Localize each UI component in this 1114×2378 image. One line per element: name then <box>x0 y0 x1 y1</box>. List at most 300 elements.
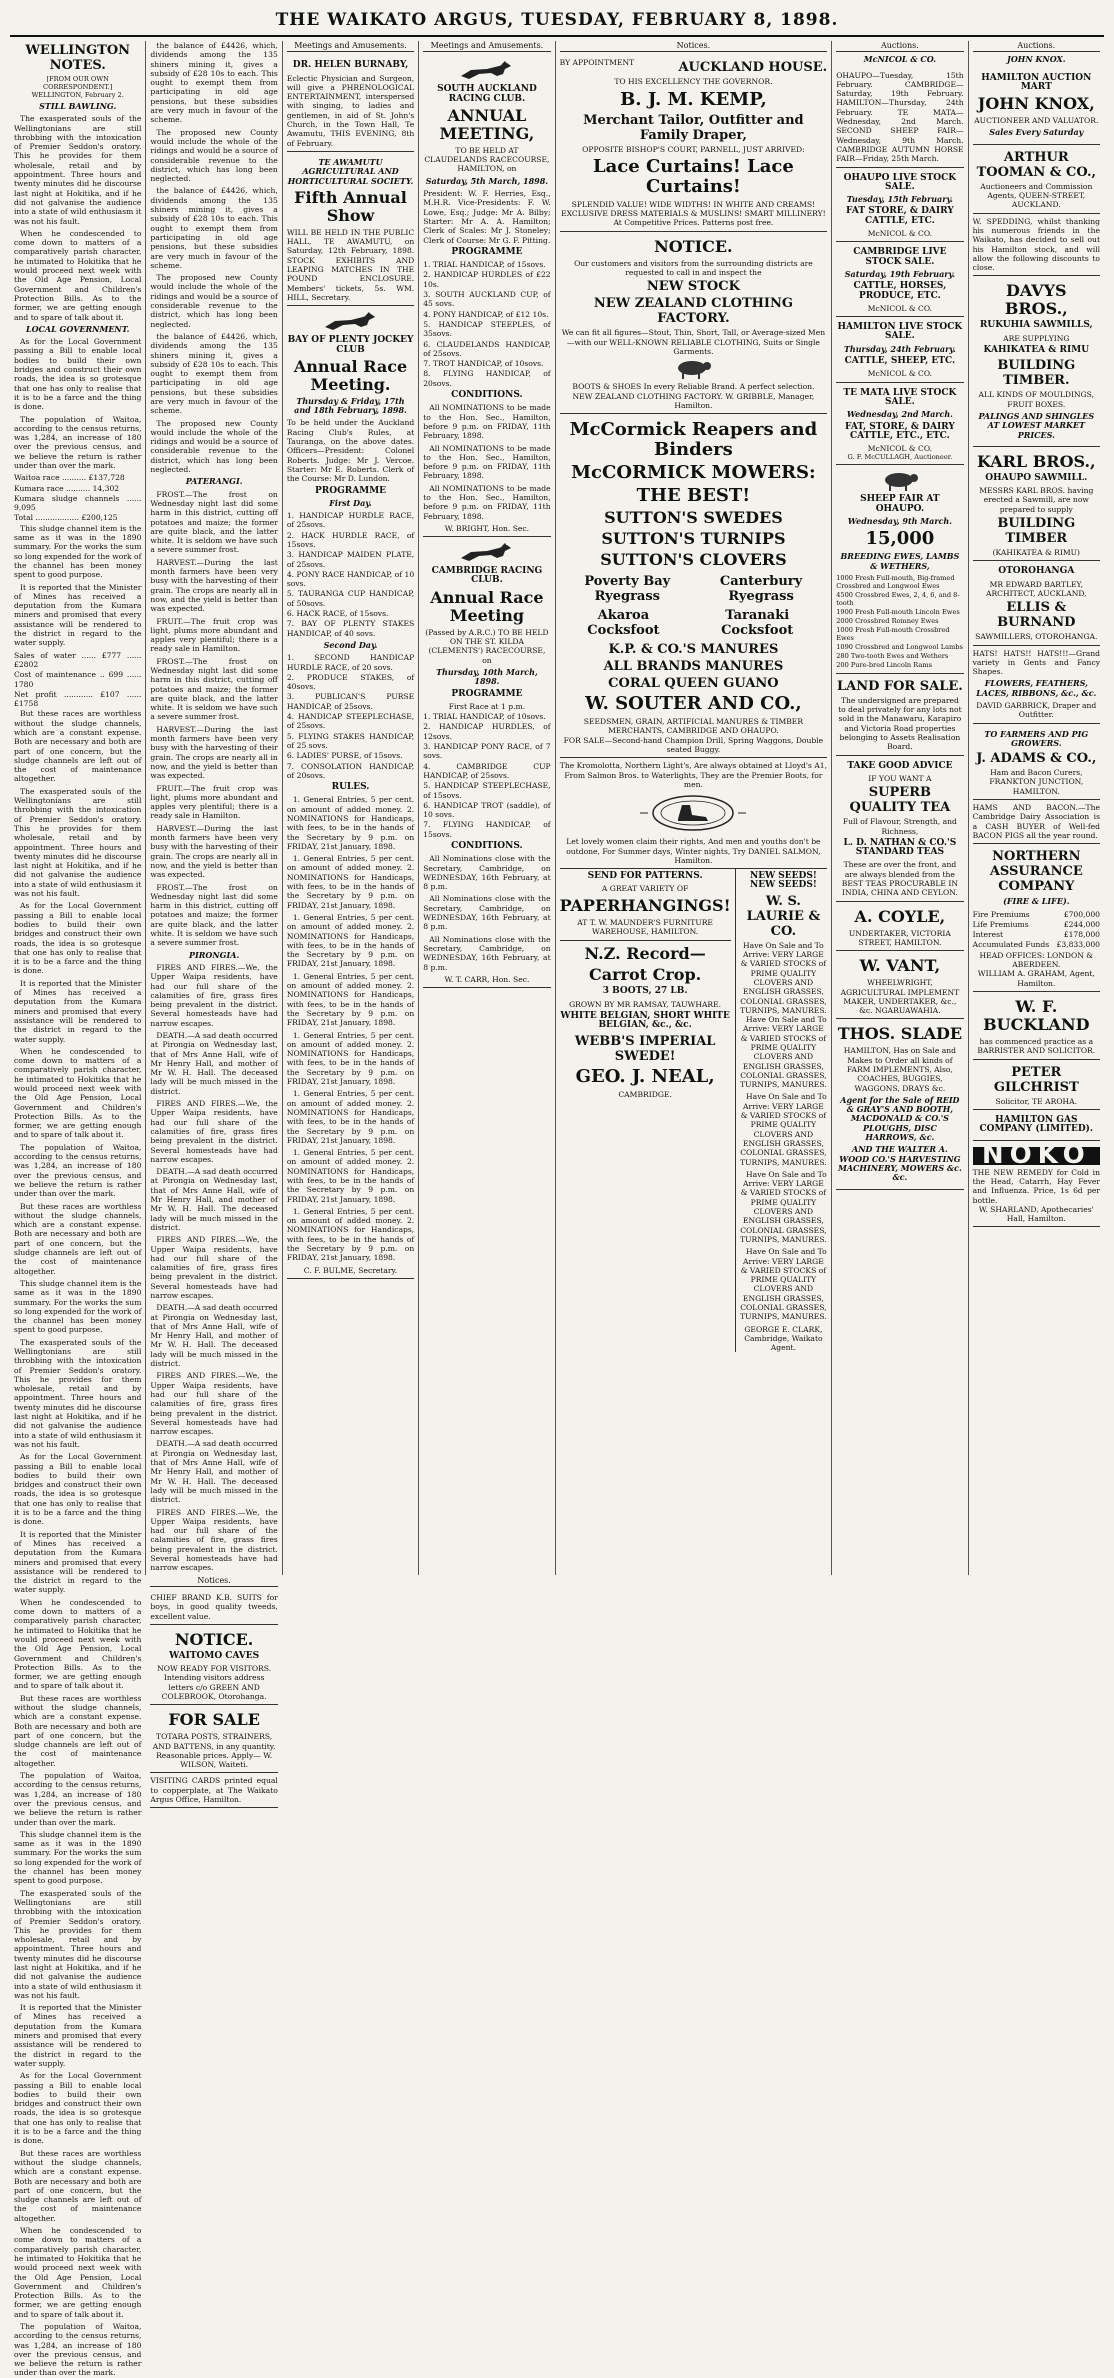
ad-grown-by: GROWN BY MR RAMSAY, TAUWHARE. <box>569 999 722 1009</box>
list-item: 7. TROT HANDICAP, of 10sovs. <box>423 359 544 369</box>
fund-label: Fire Premiums <box>972 909 1030 919</box>
masthead: THE WAIKATO ARGUS, TUESDAY, FEBRUARY 8, 1898. <box>10 10 1104 37</box>
paragraph: Have On Sale and To Arrive: VERY LARGE & VARIED STOCKS of PRIME QUALITY CLOVERS AND ENGLISH GRASSES, COLONIAL GRASSES, TURNIPS, MANURES. <box>740 1015 827 1090</box>
ad-sale: FOR SALE—Second-hand Champion Drill, Spring Waggons, Double seated Buggy. <box>563 735 824 755</box>
paragraph: DEATH.—A sad death occurred at Pirongia on Wednesday last, that of Mrs Anne Hall, wife of Mr Henry Hall, and mother of Mr W. H. Hall. The deceased lady will be much missed in the district. <box>150 1303 278 1369</box>
coyle-trade: UNDERTAKER, VICTORIA STREET, HAMILTON. <box>848 928 951 947</box>
section-header: Meetings and Amusements. <box>423 41 550 52</box>
fair-count: 15,000 <box>865 528 935 550</box>
ad-title: FOR SALE <box>168 1710 260 1730</box>
auction-firm: JOHN KNOX. <box>1007 54 1066 65</box>
list-item: 3. SOUTH AUCKLAND CUP, of 45 sovs. <box>423 290 551 309</box>
sale-body: FAT, STORE, & DAIRY CATTLE, ETC., ETC. <box>844 421 955 441</box>
ad-turnips: SUTTON'S TURNIPS <box>601 529 786 549</box>
adams-body: Ham and Bacon Curers, FRANKTON JUNCTION, HAMILTON. <box>989 768 1084 796</box>
assurance-type: (FIRE & LIFE). <box>1003 896 1070 907</box>
list-item: 1. SECOND HANDICAP HURDLE RACE, of 20 sovs. <box>286 653 415 672</box>
list-item: 3. HANDICAP MAIDEN PLATE, of 25sovs. <box>286 550 415 569</box>
ad-body: Have On Sale and To Arrive: VERY LARGE & VARIED STOCKS of PRIME QUALITY CLOVERS AND ENGLISH GRASSES, COLONIAL GRASSES, TURNIPS, MANURES. <box>740 940 827 1015</box>
bartley-ad <box>973 561 1100 645</box>
auction-sale <box>836 168 963 243</box>
ad-header-row <box>560 58 828 77</box>
ad-signature: GEORGE E. CLARK, Cambridge, Waikato Agent. <box>744 1324 823 1353</box>
ad-body: President: W. F. Herries, Esq., M.H.R. Vice-Presidents: F. W. Lowe, Esq.; Judge: Mr A. Bilby; Starter: Mr A. A. Hamilton; Clerk of Scales: Mr J. Stoneley; Clerk of Course: Mr G. F. Pitting. <box>423 189 551 245</box>
davys-ad <box>973 276 1100 446</box>
advertisement <box>150 1705 277 1773</box>
slade-reid: Agent for the Sale of REID & GRAY'S AND BOOTH, MACDONALD & CO.'S PLOUGHS, DISC HARROWS, &c. <box>840 1094 960 1143</box>
section-heading: PIRONGIA. <box>188 949 240 960</box>
knox-name: JOHN KNOX, <box>977 94 1095 114</box>
hams-ad: HAMS AND BACON.—The Cambridge Dairy Association is a CASH BUYER of Well-fed BACON PIGS all the year round. <box>973 800 1100 844</box>
paragraph: 1. General Entries, 5 per cent. on amount of added money. 2. NOMINATIONS for Handicaps, with fees, to be in the hands of the Secretary by 9 p.m. on FRIDAY, 21st January, 1898. <box>286 854 415 910</box>
fund-label: Accumulated Funds <box>972 940 1050 950</box>
auctioneer: McNICOL & CO. <box>867 229 933 239</box>
paragraph: All NOMINATIONS to be made to the Hon. Sec., Hamilton, before 9 p.m. on FRIDAY, 11th February, 1898. <box>423 443 551 481</box>
paragraph: DEATH.—A sad death occurred at Pirongia on Wednesday last, that of Mrs Anne Hall, wife of Mr Henry Hall, and mother of Mr W. H. Hall. The deceased lady will be much missed in the district. <box>150 1439 278 1505</box>
race-list <box>423 712 550 839</box>
list-item: 6. LADIES' PURSE, of 15sovs. <box>286 751 403 761</box>
ad-manures: K.P. & CO.'S MANURES <box>608 642 779 658</box>
sale-date: Tuesday, 15th February. <box>846 194 953 205</box>
ad-house-name: AUCKLAND HOUSE. <box>678 60 828 76</box>
ad-laurie: W. S. LAURIE & CO. <box>746 893 821 939</box>
karl-types: (KAHIKATEA & RIMU) <box>992 548 1080 558</box>
ad-lace-headline: Lace Curtains! Lace Curtains! <box>592 155 794 197</box>
table-row <box>973 940 1100 949</box>
figures-table <box>14 651 141 709</box>
ad-merchant-name: B. J. M. KEMP, <box>620 88 767 110</box>
auctioneer: McNICOL & CO. <box>867 303 933 313</box>
table-row: Cost of maintenance .. 699 ...... 1780 <box>14 670 142 689</box>
list-item: 5. HANDICAP STEEPLECHASE, of 15sovs. <box>423 781 551 800</box>
knox-ad <box>973 68 1100 145</box>
ad-governor: TO HIS EXCELLENCY THE GOVERNOR. <box>614 77 773 87</box>
ad-title: ANNUAL MEETING, <box>439 105 535 143</box>
sale-date: Thursday, 24th February. <box>843 343 956 354</box>
advertisement-maunder <box>560 869 736 1352</box>
bartley-town: OTOROHANGA <box>998 566 1075 577</box>
noko-logo: NOKO <box>973 1147 1100 1164</box>
knox-trade: AUCTIONEER AND VALUATOR. <box>974 116 1099 126</box>
ad-subtitle: TE AWAMUTU AGRICULTURAL AND HORTICULTURAL SOCIETY. <box>287 156 414 186</box>
list-item: 2. HACK HURDLE RACE, of 15sovs. <box>286 530 415 549</box>
assurance-offices: HEAD OFFICES: LONDON & ABERDEEN. <box>979 950 1094 970</box>
list-item: 4. CAMBRIDGE CUP HANDICAP, of 25sovs. <box>423 761 551 780</box>
ad-new-seeds: NEW SEEDS! NEW SEEDS! <box>749 871 817 891</box>
fund-value: £700,000 <box>1063 909 1100 919</box>
paragraph: When he condescended to come down to matters of a comparatively parish character, he intimated to Hokitika that he would proceed next week with the Old Age Pension, Local Government and Children's Protection Bills. As to the former, we are getting enough and to spare of talk about it. <box>14 1046 142 1140</box>
divider <box>560 940 731 941</box>
ad-signature: NEW ZEALAND CLOTHING FACTORY. W. GRIBBLE, Manager, Hamilton. <box>572 391 815 410</box>
sale-body: CATTLE, SHEEP, ETC. <box>844 356 956 367</box>
fair-list <box>836 574 963 669</box>
list-item: 6. HACK RACE, of 15sovs. <box>286 609 389 619</box>
race-list <box>287 511 414 638</box>
list-item: 5. TAURANGA CUP HANDICAP, of 50sovs. <box>286 589 415 608</box>
assurance-name: NORTHERN ASSURANCE COMPANY <box>989 849 1083 895</box>
sheep-fair <box>836 465 963 673</box>
paragraph: FIRES AND FIRES.—We, the Upper Waipa residents, have had our full share of the calamities of fire, grass fires being prevalent in the district. Several homesteads have had narrow escapes. <box>150 1507 278 1573</box>
advertisement-nz-clothing <box>560 232 828 414</box>
tea-flavour: Full of Flavour, Strength, and Richness, <box>842 817 957 836</box>
list-item: 1. HANDICAP HURDLE RACE, of 25sovs. <box>286 511 415 530</box>
karl-mill: OHAUPO SAWMILL. <box>985 472 1088 483</box>
paragraph: It is reported that the Minister of Mines has received a deputation from the Kumara miners and promised that every assistance will be rendered to the district in regard to the water supply. <box>14 2003 142 2068</box>
ad-body: SPLENDID VALUE! WIDE WIDTHS! IN WHITE AND CREAMS! EXCLUSIVE DRESS MATERIALS & MUSLINS! SMART MILLINERY! At Competitive Prices. Patterns post free. <box>561 199 826 228</box>
sale-date: Saturday, 19th February. <box>844 268 955 279</box>
paragraph: As for the Local Government passing a Bill to enable local bodies to build their own bridges and construct their own roads, the idea is so grotesque that one has only to realise that it is to be a farce and the thing is done. <box>14 337 142 412</box>
ad-neal: GEO. J. NEAL, <box>575 1065 715 1087</box>
advertisement <box>287 55 414 152</box>
paragraph: All Nominations close with the Secretary, Cambridge, on WEDNESDAY, 16th February, at 8 p.m. <box>423 934 551 972</box>
ad-body: Our customers and visitors from the surrounding districts are requested to call in and inspect the <box>574 258 813 278</box>
hats-ad <box>973 646 1100 724</box>
ad-body: The Kromolotta, Northern Light's, Are always obtained at Lloyd's A1, From Salmon Bros. to Waterlights, They are the Premier Boots, for men. <box>559 761 828 789</box>
buckland-name: W. F. BUCKLAND <box>983 996 1090 1034</box>
ad-guano: CORAL QUEEN GUANO <box>608 676 779 692</box>
paragraph: The population of Waitoa, according to the census returns, was 1,284, an increase of 180 over the previous census, and we believe the return is rather under than over the mark. <box>14 2321 142 2378</box>
tea-body: These are over the front, and are always blended from the BEST TEAS PROCURABLE IN INDIA, CHINA AND CEYLON. <box>841 860 958 898</box>
paragraph: As for the Local Government passing a Bill to enable local bodies to build their own bridges and construct their own roads, the idea is so grotesque that one has only to realise that it is to be a farce and the thing is done. <box>14 901 142 976</box>
davys-palings: PALINGS AND SHINGLES AT LOWEST MARKET PRICES. <box>978 410 1095 440</box>
ad-title: Annual Race Meeting. <box>293 356 408 394</box>
adams-name: J. ADAMS & CO., <box>976 751 1097 767</box>
vant-ad <box>836 951 963 1019</box>
ad-mccormick-mowers: McCORMICK MOWERS: <box>571 462 816 484</box>
ad-row <box>560 572 828 606</box>
ad-carrot: Carrot Crop. <box>589 965 702 985</box>
ad-clovers: SUTTON'S CLOVERS <box>600 550 787 570</box>
ad-boots-weight: 3 BOOTS, 27 LB. <box>602 986 688 997</box>
list-item: 280 Two-tooth Ewes and Wethers <box>836 651 949 660</box>
ad-club: SOUTH AUCKLAND RACING CLUB. <box>437 84 537 104</box>
list-item: 3. HANDICAP PONY RACE, of 7 sovs. <box>423 742 551 761</box>
paragraph: The proposed new County would include the whole of the ridings and would be a source of considerable revenue to the district, which has long been neglected. <box>150 418 278 475</box>
column-auctions-2 <box>968 41 1104 1575</box>
table-row: Total .................. £200,125 <box>14 513 118 523</box>
list-item: 4. HANDICAP STEEPLECHASE, of 25sovs. <box>286 712 415 731</box>
advertisement-salmon <box>560 758 828 869</box>
ad-club: BAY OF PLENTY JOCKEY CLUB <box>287 335 414 355</box>
paragraph: DEATH.—A sad death occurred at Pirongia on Wednesday last, that of Mrs Anne Hall, wife of Mr Henry Hall, and mother of Mr W. H. Hall. The deceased lady will be much missed in the district. <box>150 1167 278 1232</box>
paragraph: All Nominations close with the Secretary, Cambridge, on WEDNESDAY, 16th February, at 8 p.m. <box>423 894 551 932</box>
article-byline: [FROM OUR OWN CORRESPONDENT.] <box>43 75 113 91</box>
coyle-name: A. COYLE, <box>854 906 946 926</box>
paragraph: 1. General Entries, 5 per cent. on amount of added money. 2. NOMINATIONS for Handicaps, with fees, to be in the hands of the Secretary by 9 p.m. on FRIDAY, 21st January, 1898. <box>286 1206 415 1263</box>
section-heading: PATERANGI. <box>185 476 243 487</box>
list-item: 4. PONY HANDICAP, of £12 10s. <box>423 309 549 319</box>
karl-body: MESSRS KARL BROS. having erected a Sawmill, are now prepared to supply <box>979 486 1094 514</box>
conditions-heading: CONDITIONS. <box>451 390 523 401</box>
paragraph: 1. General Entries, 5 per cent. on amount of added money. 2. NOMINATIONS for Handicaps, with fees, to be in the hands of the Secretary by 9 p.m. on FRIDAY, 21st January, 1898. <box>286 1030 415 1087</box>
table-row: Net profit ............ £107 ...... £1758 <box>14 689 142 709</box>
ad-signature: W. BRIGHT, Hon. Sec. <box>444 523 530 533</box>
sale-title: CAMBRIDGE LIVE STOCK SALE. <box>853 247 947 267</box>
paragraph: But these races are worthless without the sludge channels, which are a constant expense. Both are necessary and both are part of one concern, but the sludge channels are left out of the cost of maintenance altogether. <box>14 1201 142 1276</box>
northern-assurance-ad <box>973 844 1100 992</box>
paragraph: The exasperated souls of the Wellingtonians are still throbbing with the intoxication of Premier Seddon's oratory. This he provides for them wholesale, retail and by appointment. Three hours and twenty minutes did he discourse last night at Hokitika, and if he did not galvanise the audience into a state of wild enthusiasm it was not his fault. <box>14 786 142 899</box>
buckland-ad <box>973 992 1100 1060</box>
paragraph: But these races are worthless without the sludge channels, which are a constant expense. Both are necessary and both are part of one concern, but the sludge channels are left out of the cost of maintenance altogether. <box>14 709 142 784</box>
auction-sale <box>836 242 963 317</box>
programme-heading: PROGRAMME <box>451 688 523 699</box>
coyle-ad <box>836 902 963 952</box>
davys-timber-type: KAHIKATEA & RIMU <box>983 345 1090 356</box>
paragraph: FIRES AND FIRES.—We, the Upper Waipa residents, have had our full share of the calamities of fire, grass fires being prevalent in the district. Several homesteads have had narrow escapes. <box>150 1099 278 1164</box>
ellis-trade: SAWMILLERS, OTOROHANGA. <box>975 632 1098 642</box>
sale-body: FAT STORE, & DAIRY CATTLE, ETC. <box>846 206 954 226</box>
karl-name: KARL BROS., <box>976 451 1096 471</box>
paragraph: The population of Waitoa, according to the census returns, was 1,284, an increase of 180 over the previous census, and we believe the return is rather under than over the mark. <box>14 1142 142 1199</box>
gilchrist-name: PETER GILCHRIST <box>993 1064 1079 1095</box>
figures-table <box>14 473 141 522</box>
davys-supply: ARE SUPPLYING <box>1003 333 1070 343</box>
advertisement <box>423 537 550 988</box>
karl-timber: BUILDING TIMBER <box>997 516 1076 547</box>
column-notices <box>555 41 832 1575</box>
list-item: 7. FLYING HANDICAP, of 15sovs. <box>423 820 551 839</box>
paragraph: The population of Waitoa, according to the census returns, was 1,284, an increase of 180 over the previous census, and we believe the return is rather under than over the mark. <box>14 414 142 470</box>
table-row <box>973 920 1100 929</box>
funds-table <box>973 910 1100 950</box>
ad-merchant-trade: Merchant Tailor, Outfitter and Family Draper, <box>583 112 804 143</box>
list-item: 3. PUBLICAN'S PURSE HANDICAP, of 25sovs. <box>286 692 415 711</box>
day-heading: First Day. <box>329 497 372 508</box>
programme-heading: PROGRAMME <box>315 485 387 496</box>
fair-subtitle: BREEDING EWES, LAMBS & WETHERS, <box>840 551 960 571</box>
ad-body: To be held under the Auckland Racing Club's Rules, at Tauranga, on the above dates. Officers—President: Colonel Roberts. Judge: Mr J. Vercoe. Starter: Mr E. Roberts. Clerk of the Course: Mr D. Lundon. <box>286 418 415 484</box>
paragraph: This sludge channel item is the same as it was in the 1890 summary. For the works the sum so long expended for the work of the channel has been money spent to good purpose. <box>14 523 142 580</box>
advertisement-kemp <box>560 55 828 231</box>
vant-trade: WHEELWRIGHT, AGRICULTURAL IMPLEMENT MAKER, UNDERTAKER, &c., &c. NGARUAWAHIA. <box>840 978 960 1016</box>
columns <box>10 41 1104 2378</box>
auction-dates: OHAUPO—Tuesday, 15th February. CAMBRIDGE—Saturday, 19th February. HAMILTON—Thursday, 24th February. TE MATA—Wednesday, 2nd March. SECOND SHEEP FAIR—Wednesday, 9th March. CAMBRIDGE AUTUMN HORSE FAIR—Friday, 25th March. <box>836 68 963 168</box>
tooman-ad <box>973 145 1100 214</box>
paragraph: The proposed new County would include the whole of the ridings and would be a source of considerable revenue to the district, which has long been neglected. <box>150 127 278 184</box>
bartley-name: MR EDWARD BARTLEY, ARCHITECT, AUCKLAND, <box>985 579 1087 598</box>
race-list <box>423 260 550 388</box>
paragraph: But these races are worthless without the sludge channels, which are a constant expense. Both are necessary and both are part of one concern, but the sludge channels are left out of the cost of maintenance altogether. <box>14 1693 142 1768</box>
list-item: 1090 Crossbred and Longwool Lambs <box>836 642 963 651</box>
ad-cocksfoot: Akaroa Cocksfoot <box>587 608 660 639</box>
gas-name: HAMILTON GAS COMPANY (LIMITED). <box>979 1114 1094 1135</box>
ad-trade: SEEDSMEN, GRAIN, ARTIFICIAL MANURES & TIMBER MERCHANTS, CAMBRIDGE AND OHAUPO. <box>583 717 804 736</box>
ad-address: OPPOSITE BISHOP'S COURT, PARNELL, JUST ARRIVED: <box>582 144 805 154</box>
ad-factory-name: NEW ZEALAND CLOTHING FACTORY. <box>593 296 793 327</box>
programme-heading: PROGRAMME <box>451 246 523 257</box>
table-row <box>973 930 1100 939</box>
paragraph: Have On Sale and To Arrive: VERY LARGE & VARIED STOCKS of PRIME QUALITY CLOVERS AND ENGLISH GRASSES, COLONIAL GRASSES, TURNIPS, MANURES. <box>740 1247 827 1322</box>
paragraph: The exasperated souls of the Wellingtonians are still throbbing with the intoxication of Premier Seddon's oratory. This he provides for them wholesale, retail and by appointment. Three hours and twenty minutes did he discourse last night at Hokitika, and if he did not galvanise the audience into a state of wild enthusiasm it was not his fault. <box>14 1888 142 2000</box>
ad-date: Thursday & Friday, 17th and 18th February, 1898. <box>294 395 407 416</box>
paragraph: The exasperated souls of the Wellingtonians are still throbbing with the intoxication of Premier Seddon's oratory. This he provides for them wholesale, retail and by appointment. Three hours and twenty minutes did he discourse last night at Hokitika, and if he did not galvanise the audience into a state of wild enthusiasm it was not his fault. <box>14 114 142 226</box>
ad-variety: A GREAT VARIETY OF <box>601 884 689 894</box>
ad-manures: ALL BRANDS MANURES <box>603 659 784 675</box>
fund-label: Life Premiums <box>972 919 1029 929</box>
karl-ad <box>973 447 1100 561</box>
paragraph: FROST.—The frost on Wednesday night last did some harm in this district, cutting off potatoes and maize; the former are quite black, and the latter white. It is seldom we have such a severe summer frost. <box>150 882 278 948</box>
noko-ad <box>973 1141 1100 1227</box>
newspaper-page <box>10 10 1104 2378</box>
ad-cocksfoot: Taranaki Cocksfoot <box>721 608 794 639</box>
gas-company-ad <box>973 1110 1100 1142</box>
paragraph: 1. General Entries, 5 per cent. on amount of added money. 2. NOMINATIONS for Handicaps, with fees, to be in the hands of the Secretary by 9 p.m. on FRIDAY, 21st January, 1898. <box>286 912 415 969</box>
list-item: 4500 Crossbred Ewes, 2, 4, 6, and 8-tooth <box>836 590 960 607</box>
davys-timber: BUILDING TIMBER. <box>997 358 1076 389</box>
gilchrist-trade: Solicitor, TE AROHA. <box>995 1096 1078 1106</box>
paragraph: FROST.—The frost on Wednesday night last did some harm in this district, cutting off potatoes and maize; the former are quite black, and the latter white. It is seldom we have such a severe summer frost. <box>150 656 278 722</box>
ad-merchant-name: W. SOUTER AND CO., <box>585 693 802 715</box>
paragraph: The population of Waitoa, according to the census returns, was 1,284, an increase of 180 over the previous census, and we believe the return is rather under than over the mark. <box>14 1771 142 1827</box>
section-header: Meetings and Amusements. <box>287 41 414 52</box>
ad-patterns: SEND FOR PATTERNS. <box>587 871 703 882</box>
sale-title: TE MATA LIVE STOCK SALE. <box>843 387 957 407</box>
flowers: FLOWERS, FEATHERS, LACES, RIBBONS, &c., &c. <box>976 678 1097 698</box>
ad-venue: TO BE HELD AT CLAUDELANDS RACECOURSE, HAMILTON, on <box>424 145 550 174</box>
ad-subtitle: WAITOMO CAVES <box>169 1650 260 1661</box>
ad-title: NOTICE. <box>654 236 733 256</box>
article-dateline: WELLINGTON, February 2. <box>31 91 124 99</box>
paragraph: 1. General Entries, 5 per cent. on amount of added money. 2. NOMINATIONS for Handicaps, with fees, to be in the hands of the Secretary by 9 p.m. on FRIDAY, 21st January, 1898. <box>286 1089 415 1145</box>
davys-name: DAVYS BROS., <box>1004 281 1068 319</box>
paragraph: FIRES AND FIRES.—We, the Upper Waipa residents, have had our full share of the calamities of fire, grass fires being prevalent in the district. Several homesteads have had narrow escapes. <box>150 1235 278 1300</box>
tea-ad <box>836 756 963 902</box>
ad-nz-record: N.Z. Record— <box>584 944 706 964</box>
rules-heading: RULES. <box>331 782 370 793</box>
ad-mccormick-reapers: McCormick Reapers and Binders <box>569 419 818 461</box>
gilchrist-ad <box>973 1060 1100 1110</box>
table-row: Waitoa race .......... £137,728 <box>14 473 125 483</box>
ad-boots: BOOTS & SHOES In every Reliable Brand. A perfect selection. <box>572 382 815 392</box>
ad-title: Fifth Annual Show <box>294 187 407 225</box>
sale-title: HAMILTON LIVE STOCK SALE. <box>837 322 963 342</box>
boot-emblem-icon <box>638 793 748 833</box>
section-header: Notices. <box>150 1576 277 1587</box>
paragraph: It is reported that the Minister of Mines has received a deputation from the Kumara miners and promised that every assistance will be rendered to the district in regard to the water supply. <box>14 1529 142 1595</box>
advertisement <box>423 55 550 537</box>
paragraph: FIRES AND FIRES.—We, the Upper Waipa residents, have had our full share of the calamities of fire, grass fires being prevalent in the district. Several homesteads have had narrow escapes. <box>150 1371 278 1437</box>
day-heading: Second Day. <box>323 639 378 650</box>
paragraph: This sludge channel item is the same as it was in the 1890 summary. For the works the sum so long expended for the work of the channel has been money spent to good purpose. <box>14 1278 142 1335</box>
sale-date: Wednesday, 2nd March. <box>846 409 953 420</box>
list-item: 5. FLYING STAKES HANDICAP, of 25 sovs. <box>286 731 415 750</box>
list-item: 8. FLYING HANDICAP, of 20sovs. <box>423 369 551 388</box>
list-item: 4. PONY RACE HANDICAP, of 10 sovs. <box>286 569 415 589</box>
ad-verse: Let lovely women claim their rights, And men and youths don't be outdone, For Summer days, Winter nights, Try DANIEL SALMON, Hamilton. <box>566 837 821 865</box>
list-item: 6. CLAUDELANDS HANDICAP, of 25sovs. <box>423 339 551 358</box>
auctioneer: McNICOL & CO. <box>867 444 933 454</box>
tooman-trade: Auctioneers and Commission Agents, QUEEN-STREET, AUCKLAND. <box>980 181 1093 210</box>
ad-row-bottom <box>560 869 828 1352</box>
paragraph: All NOMINATIONS to be made to the Hon. Sec., Hamilton, before 9 p.m. on FRIDAY, 11th February, 1898. <box>423 403 551 441</box>
paragraph: 1. General Entries, 5 per cent. on amount of added money. 2. NOMINATIONS for Handicaps, with fees, to be in the hands of the Secretary by 9 p.m. on FRIDAY, 21st January, 1898. <box>286 971 415 1028</box>
ad-body: NOW READY FOR VISITORS. Intending visitors address letters c/o GREEN AND COLEBROOK, Otorohanga. <box>157 1664 272 1701</box>
paragraph: Have On Sale and To Arrive: VERY LARGE & VARIED STOCKS of PRIME QUALITY CLOVERS AND ENGLISH GRASSES, COLONIAL GRASSES, TURNIPS, MANURES. <box>740 1169 827 1244</box>
paragraph: HARVEST.—During the last month farmers have been very busy with the harvesting of their grain. The crops are nearly all in now, and the yield is better than was expected. <box>150 724 278 781</box>
paragraph: This sludge channel item is the same as it was in the 1890 summary. For the works the sum so long expended for the work of the channel has been money spent to good purpose. <box>14 1829 142 1886</box>
ad-date: Saturday, 5th March, 1898. <box>425 175 549 186</box>
ad-club: CAMBRIDGE RACING CLUB. <box>431 566 543 586</box>
slade-wood: AND THE WALTER A. WOOD CO.'S HARVESTING MACHINERY, MOWERS &c. &c. <box>837 1144 962 1183</box>
list-item: 1000 Fresh Full-mouth Crossbred Ewes <box>836 625 950 642</box>
adams-ad <box>973 724 1100 800</box>
spedding-ad: W. SPEDDING, whilst thanking his numerous friends in the Waikato, has decided to sell out his Hamilton stock, and will allow the following discounts to close. <box>973 214 1100 277</box>
racehorse-icon <box>457 60 517 82</box>
column-meetings-2 <box>418 41 554 1575</box>
ad-body: TOTARA POSTS, STRAINERS, AND BATTENS, in any quantity. Reasonable prices. Apply— W. WILSON, Waiteti. <box>152 1732 276 1770</box>
vant-name: W. VANT, <box>859 956 941 976</box>
column-meetings-1 <box>282 41 418 1575</box>
ad-ryegrass: Poverty Bay Ryegrass <box>584 574 671 605</box>
tea-brand: L. D. NATHAN & CO.'S STANDARD TEAS <box>843 837 957 858</box>
tea-advice-2: IF YOU WANT A <box>868 773 932 783</box>
assurance-agent: WILLIAM A. GRAHAM, Agent, Hamilton. <box>977 969 1095 988</box>
paragraph: the balance of £4426, which, dividends among the 135 shiners mining it, gives a subsidy of £28 10s to each. This ought to exempt them from participating in old age pensions, but these subsidies are very much in favour of the scheme. <box>150 186 278 270</box>
paragraph: the balance of £4426, which, dividends among the 135 shiners mining it, gives a subsidy of £28 10s to each. This ought to exempt them from participating in old age pensions, but these subsidies are very much in favour of the scheme. <box>150 331 278 416</box>
ad-title: DR. HELEN BURNABY, <box>292 60 409 71</box>
column-auctions-1 <box>831 41 967 1575</box>
paragraph: DEATH.—A sad death occurred at Pirongia on Wednesday last, that of Mrs Anne Hall, wife of Mr Henry Hall, and mother of Mr W. H. Hall. The deceased lady will be much missed in the district. <box>150 1030 278 1096</box>
paragraph: FRUIT.—The fruit crop was light, plums more abundant and apples very plentiful; there is a ready sale in Hamilton. <box>150 616 278 654</box>
paragraph: 1. General Entries, 5 per cent. on amount of added money. 2. NOMINATIONS for Handicaps, with fees, to be in the hands of the Secretary by 9 p.m. on FRIDAY, 21st January, 1898. <box>286 1148 415 1204</box>
hats-body: HATS! HATS!! HATS!!!—Grand variety in Gents and Fancy Shapes. <box>972 648 1100 677</box>
paragraph: The exasperated souls of the Wellingtonians are still throbbing with the intoxication of Premier Seddon's oratory. This he provides for them wholesale, retail and by appointment. Three hours and twenty minutes did he discourse last night at Hokitika, and if he did not galvanise the audience into a state of wild enthusiasm it was not his fault. <box>14 1337 142 1449</box>
section-heading: LOCAL GOVERNMENT. <box>25 323 130 334</box>
tooman-name: ARTHUR TOOMAN & CO., <box>976 149 1097 180</box>
conditions-heading: CONDITIONS. <box>451 841 523 851</box>
section-heading: STILL BAWLING. <box>39 101 117 111</box>
auction-sale <box>836 317 963 382</box>
advertisement <box>287 306 414 1279</box>
table-row: Kumara race .......... 14,302 <box>14 483 120 493</box>
ad-town: CAMBRIDGE. <box>618 1089 672 1099</box>
list-item: 1000 Fresh Full-mouth, Big-framed Crossbred and Longwool Ewes <box>836 573 955 590</box>
list-item: 200 Pure-bred Lincoln Rams <box>836 660 932 669</box>
sale-title: OHAUPO LIVE STOCK SALE. <box>843 172 957 192</box>
paragraph: 1. General Entries, 5 per cent. on amount of added money. 2. NOMINATIONS for Handicaps, with fees, to be in the hands of the Secretary by 9 p.m. on FRIDAY, 21st January, 1898. <box>286 795 415 851</box>
column-district-news <box>145 41 281 1805</box>
advertisement-laurie <box>736 869 828 1352</box>
knox-sales: Sales Every Saturday <box>989 127 1084 138</box>
first-race-time: First Race at 1 p.m. <box>448 701 526 711</box>
advertisement-souter <box>560 414 828 758</box>
tea-title: SUPERB QUALITY TEA <box>849 785 951 816</box>
ad-date: Thursday, 10th March, 1898. <box>436 666 538 687</box>
section-header: Notices. <box>560 41 828 52</box>
paragraph: It is reported that the Minister of Mines has received a deputation from the Kumara miners and promised that every assistance will be rendered to the district in regard to the water supply. <box>14 582 142 648</box>
advertisement <box>287 152 414 306</box>
list-item: 1. TRIAL HANDICAP, of 10sovs. <box>423 712 546 722</box>
sheep-icon <box>875 470 925 492</box>
paragraph: FROST.—The frost on Wednesday night last did some harm in this district, cutting off potatoes and maize; the former are quite black, and the latter white. It is seldom we have such a severe summer frost. <box>150 489 278 555</box>
list-item: 5. HANDICAP STEEPLES, of 35sovs. <box>423 319 551 339</box>
ad-body: Eclectic Physician and Surgeon, will give a PHRENOLOGICAL ENTERTAINMENT, interspersed with singing, to ladies and gentlemen, in aid of St. John's Church, in the Town Hall, Te Awamutu, THIS EVENING, 8th of February. <box>286 73 415 148</box>
paragraph: When he condescended to come down to matters of a comparatively parish character, he intimated to Hokitika that he would proceed next week with the Old Age Pension, Local Government and Children's Protection Bills. As to the former, we are getting enough and to spare of talk about it. <box>14 228 142 322</box>
advertisement: VISITING CARDS printed equal to copperplate, at The Waikato Argus Office, Hamilton. <box>150 1773 277 1808</box>
davys-mill: RUKUHIA SAWMILLS, <box>979 320 1093 331</box>
racehorse-icon <box>457 542 517 564</box>
slade-ad <box>836 1019 963 1189</box>
land-for-sale <box>836 674 963 756</box>
fair-date: Wednesday, 9th March. <box>847 515 953 526</box>
paragraph: FRUIT.—The fruit crop was light, plums more abundant and apples very plentiful; there is a ready sale in Hamilton. <box>150 783 278 821</box>
paragraph: All Nominations close with the Secretary, Cambridge, on WEDNESDAY, 16th February, at 8 p.m. <box>423 854 551 892</box>
land-body: The undersigned are prepared to deal privately for any lots not sold in the Manawaru, Karapiro and Victoria Road properties belonging to Assets Realisation Board. <box>838 695 962 752</box>
fund-label: Interest <box>972 930 1004 940</box>
ad-title: Annual Race Meeting <box>430 587 544 625</box>
slade-body: HAMILTON, Has on Sale and Makes to Order all kinds of FARM IMPLEMENTS, Also, COACHES, BUGGIES, WAGGONS, DRAYS &c. <box>843 1046 957 1093</box>
column-wellington-notes <box>10 41 145 2378</box>
